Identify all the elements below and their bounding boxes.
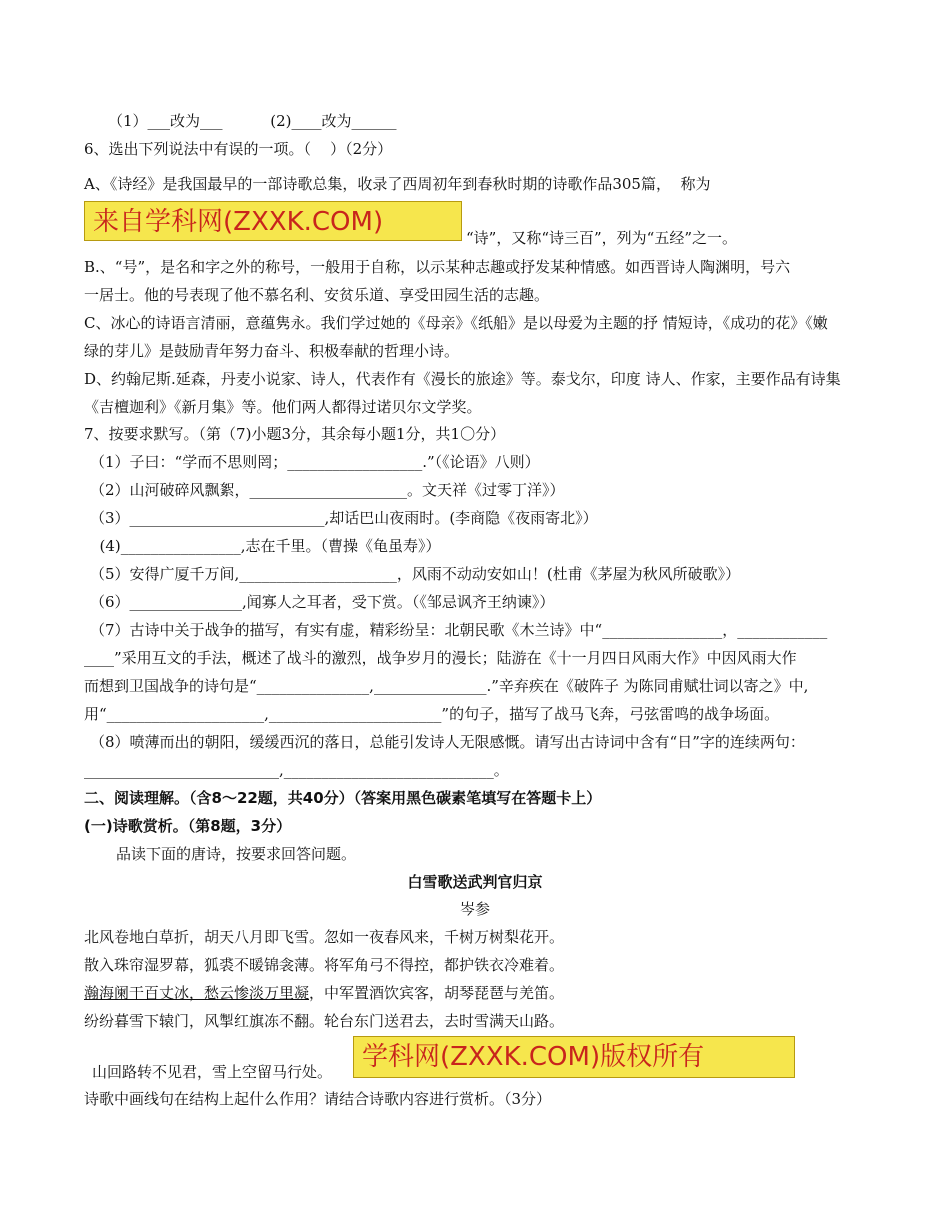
poem-line-3 (84, 983, 564, 1003)
q6-option-a-line2: “诗”，又称“诗三百”，列为“五经”之一。 (466, 229, 738, 247)
poem-line-3-rest: ，中军置酒饮宾客，胡琴琵琶与羌笛。 (309, 984, 565, 1002)
poem-line-4: 纷纷暮雪下辕门，风掣红旗冻不翻。轮台东门送君去，去时雪满天山路。 (84, 1012, 565, 1030)
q7-item-3: （3）__________________________,却话巴山夜雨时。(李商隐《夜雨寄北》） (90, 509, 598, 527)
subsection-poetry-title: (一)诗歌赏析。（第8题，3分） (84, 817, 292, 835)
watermark-stamp-1 (84, 201, 462, 241)
q6-option-d-line1: D、约翰尼斯.延森，丹麦小说家、诗人，代表作有《漫长的旅途》等。泰戈尔，印度 诗人、作家，主要作品有诗集 (84, 370, 841, 388)
poem-author: 岑参 (459, 900, 490, 918)
section-2-title: 二、阅读理解。（含8～22题，共40分）（答案用黑色碳素笔填写在答题卡上） (84, 789, 602, 807)
q7-stem: 7、按要求默写。（第（7)小题3分，其余每小题1分，共1〇分） (84, 425, 506, 443)
poem-underlined-phrase: 瀚海阑干百丈冰，愁云惨淡万里凝 (84, 984, 310, 1002)
q6-option-c-line1: C、冰心的诗语言清丽，意蕴隽永。我们学过她的《母亲》《纸船》是以母爱为主题的抒 情短诗，《成功的花》《嫩 (84, 314, 828, 332)
poem-title: 白雪歌送武判官归京 (407, 873, 543, 891)
watermark-text-2: 学科网(ZXXK.COM)版权所有 (362, 1042, 705, 1072)
q7-item-1: （1）子曰：“学而不思则罔；__________________.”（《论语》八则） (90, 453, 540, 471)
q6-option-b-line2: 一居士。他的号表现了他不慕名利、安贫乐道、享受田园生活的志趣。 (84, 286, 550, 304)
q7-item-7-line3: 而想到卫国战争的诗句是“_______________,_______________.”辛弃疾在《破阵子 为陈同甫赋壮词以寄之》中, (84, 677, 809, 695)
poetry-question: 诗歌中画线句在结构上起什么作用？请结合诗歌内容进行赏析。（3分） (84, 1090, 552, 1108)
q7-item-7-line4: 用“_____________________,_______________________”的句子，描写了战马飞奔，弓弦雷鸣的战争场面。 (84, 705, 780, 723)
poem-line-1: 北风卷地白草折，胡天八月即飞雪。忽如一夜春风来，千树万树梨花开。 (84, 928, 565, 946)
q6-option-d-line2: 《吉檀迦利》《新月集》等。他们两人都得过诺贝尔文学奖。 (84, 398, 482, 416)
q7-item-8-line2: __________________________,____________________________。 (84, 761, 509, 779)
q6-option-c-line2: 绿的芽儿》是鼓励青年努力奋斗、积极奉献的哲理小诗。 (84, 342, 460, 360)
q7-item-4: (4)________________,志在千里。（曹操《龟虽寿》） (90, 537, 441, 555)
q7-item-7-line2: ____”采用互文的手法，概述了战斗的激烈，战争岁月的漫长；陆游在《十一月四日风雨大作》中因风雨大作 (84, 649, 797, 667)
watermark-stamp-2 (353, 1036, 795, 1078)
watermark-text-1: 来自学科网(ZXXK.COM) (93, 207, 384, 237)
q6-stem: 6、选出下列说法中有误的一项。（ ）（2分） (84, 140, 393, 158)
q7-item-2: （2）山河破碎风飘絮，_____________________。文天祥《过零丁洋》） (90, 481, 565, 499)
q7-item-5: （5）安得广厦千万间,_____________________，风雨不动动安如山！(杜甫《茅屋为秋风所破歌》） (90, 565, 741, 583)
poem-line-2: 散入珠帘湿罗幕，狐裘不暖锦衾薄。将军角弓不得控，都护铁衣冷难着。 (84, 956, 565, 974)
poetry-intro: 品读下面的唐诗，按要求回答问题。 (116, 845, 357, 863)
poem-line-5: 山回路转不见君，雪上空留马行处。 (92, 1063, 333, 1081)
q5-answer-blanks: （1）___改为___ (2)____改为______ (108, 112, 397, 130)
q6-option-a-line1: A、《诗经》是我国最早的一部诗歌总集，收录了西周初年到春秋时期的诗歌作品305篇， 称为 (84, 175, 711, 193)
q7-item-8-line1: （8）喷薄而出的朝阳，缓缓西沉的落日，总能引发诗人无限感慨。请写出古诗词中含有“日”字的连续两句： (90, 733, 805, 751)
q7-item-6: （6）_______________,闻寡人之耳者，受下赏。（《邹忌讽齐王纳谏》） (90, 593, 555, 611)
q7-item-7-line1: （7）古诗中关于战争的描写，有实有虚，精彩纷呈：北朝民歌《木兰诗》中“________________，____________ (90, 621, 828, 639)
q6-option-b-line1: B.、“号”，是名和字之外的称号，一般用于自称，以示某种志趣或抒发某种情感。如西晋诗人陶渊明，号六 (84, 258, 791, 276)
